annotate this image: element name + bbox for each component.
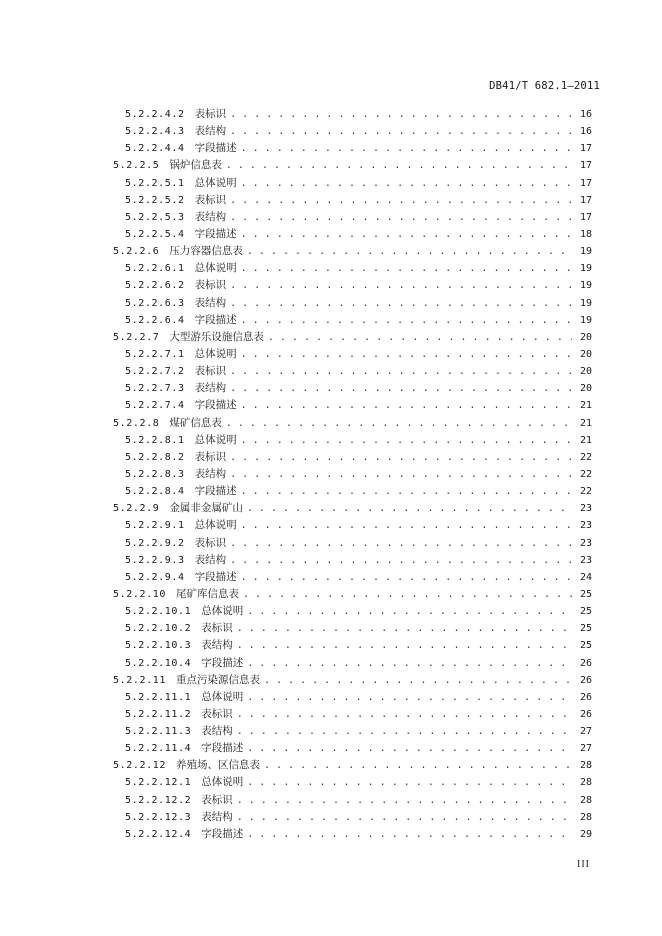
- toc-entry-page: 20: [579, 348, 592, 360]
- toc-entry-title: 字段描述: [194, 570, 237, 583]
- toc-entry-title: 总体说明: [194, 519, 237, 532]
- dot-leader: [237, 706, 572, 723]
- toc-entry[interactable]: [0, 380, 662, 397]
- toc-entry[interactable]: [0, 123, 662, 140]
- toc-entry[interactable]: [0, 415, 662, 432]
- toc-entry-page: 28: [579, 760, 592, 772]
- toc-entry-number: 5.2.2.4.3: [125, 126, 185, 138]
- toc-entry-title: 表标识: [201, 622, 233, 635]
- table-of-contents: [0, 106, 662, 843]
- toc-entry-title: 表结构: [201, 725, 233, 738]
- toc-entry[interactable]: [0, 809, 662, 826]
- dot-leader: [230, 449, 572, 466]
- dot-leader: [230, 535, 572, 552]
- toc-entry-number: 5.2.2.10.4: [125, 657, 192, 669]
- toc-entry-title: 重点污染源信息表: [175, 673, 260, 686]
- dot-leader: [241, 517, 572, 534]
- toc-entry-page: 26: [579, 657, 592, 669]
- toc-entry-page: 25: [579, 606, 592, 618]
- toc-entry-number: 5.2.2.4.2: [125, 109, 185, 120]
- toc-entry-page: 22: [579, 468, 592, 480]
- toc-entry-page: 16: [579, 109, 592, 120]
- toc-entry[interactable]: [0, 312, 662, 329]
- toc-entry[interactable]: [0, 157, 662, 174]
- toc-entry-page: 21: [579, 417, 592, 429]
- dot-leader: [226, 415, 572, 432]
- toc-entry-title: 表标识: [194, 279, 227, 292]
- dot-leader: [237, 723, 572, 740]
- toc-entry-title: 字段描述: [194, 227, 237, 240]
- dot-leader: [230, 380, 572, 397]
- toc-entry-number: 5.2.2.12.2: [125, 794, 192, 806]
- toc-entry-number: 5.2.2.11.1: [125, 691, 192, 703]
- dot-leader: [241, 140, 572, 157]
- toc-entry[interactable]: [0, 637, 662, 654]
- document-code: DB41/T 682.1—2011: [489, 80, 600, 92]
- dot-leader: [247, 740, 572, 757]
- toc-entry-number: 5.2.2.6.1: [125, 263, 185, 275]
- toc-entry-number: 5.2.2.5.2: [125, 194, 185, 206]
- toc-entry[interactable]: [0, 346, 662, 363]
- dot-leader: [226, 157, 572, 174]
- toc-entry-title: 字段描述: [194, 142, 237, 155]
- toc-entry[interactable]: [0, 655, 662, 672]
- dot-leader: [237, 792, 572, 809]
- toc-entry-page: 17: [579, 143, 592, 155]
- toc-entry-number: 5.2.2.8.1: [125, 434, 185, 446]
- dot-leader: [230, 363, 572, 380]
- toc-entry-title: 字段描述: [194, 485, 237, 498]
- toc-entry-number: 5.2.2.7: [113, 331, 160, 343]
- toc-entry-title: 锅炉信息表: [169, 159, 222, 172]
- dot-leader: [230, 106, 572, 123]
- toc-entry-title: 金属非金属矿山: [169, 502, 243, 515]
- toc-entry-page: 20: [579, 331, 592, 343]
- toc-entry-number: 5.2.2.11.3: [125, 726, 192, 738]
- toc-entry-number: 5.2.2.6.4: [125, 314, 185, 326]
- toc-entry-title: 表标识: [194, 108, 227, 120]
- toc-entry-page: 27: [579, 726, 592, 738]
- dot-leader: [241, 175, 572, 192]
- toc-entry-page: 19: [579, 263, 592, 275]
- toc-entry[interactable]: [0, 517, 662, 534]
- dot-leader: [247, 603, 572, 620]
- dot-leader: [230, 123, 572, 140]
- toc-entry-page: 29: [579, 828, 592, 840]
- dot-leader: [247, 774, 572, 791]
- toc-entry-number: 5.2.2.10.2: [125, 623, 192, 635]
- toc-entry-page: 28: [579, 777, 592, 789]
- toc-entry-number: 5.2.2.12.4: [125, 828, 192, 840]
- toc-entry-page: 26: [579, 674, 592, 686]
- toc-entry-number: 5.2.2.5.3: [125, 211, 185, 223]
- toc-entry-page: 28: [579, 811, 592, 823]
- toc-entry[interactable]: [0, 209, 662, 226]
- toc-entry[interactable]: [0, 243, 662, 260]
- toc-entry-page: 21: [579, 400, 592, 412]
- dot-leader: [241, 260, 572, 277]
- toc-entry-page: 20: [579, 366, 592, 378]
- toc-entry-title: 表结构: [201, 810, 233, 823]
- toc-entry-number: 5.2.2.5.1: [125, 177, 185, 189]
- toc-entry-page: 19: [579, 297, 592, 309]
- dot-leader: [247, 500, 572, 517]
- toc-entry-page: 17: [579, 160, 592, 172]
- toc-entry[interactable]: [0, 603, 662, 620]
- toc-entry-title: 表标识: [194, 450, 227, 463]
- toc-entry[interactable]: [0, 586, 662, 603]
- toc-entry-number: 5.2.2.6.3: [125, 297, 185, 309]
- toc-entry-title: 总体说明: [194, 433, 237, 446]
- toc-entry-page: 22: [579, 451, 592, 463]
- toc-entry-number: 5.2.2.7.3: [125, 383, 185, 395]
- toc-entry-title: 字段描述: [194, 313, 237, 326]
- toc-entry-title: 表标识: [194, 536, 227, 549]
- toc-entry-number: 5.2.2.6: [113, 246, 160, 258]
- toc-entry-number: 5.2.2.10.1: [125, 606, 192, 618]
- toc-entry-title: 表结构: [194, 382, 227, 395]
- toc-entry[interactable]: [0, 466, 662, 483]
- toc-entry-title: 总体说明: [194, 347, 237, 360]
- toc-entry[interactable]: [0, 500, 662, 517]
- toc-entry-title: 尾矿库信息表: [175, 587, 239, 600]
- dot-leader: [247, 826, 572, 843]
- toc-entry-page: 27: [579, 743, 592, 755]
- toc-entry[interactable]: [0, 432, 662, 449]
- toc-entry-page: 25: [579, 588, 592, 600]
- dot-leader: [241, 569, 572, 586]
- dot-leader: [241, 483, 572, 500]
- toc-entry[interactable]: [0, 552, 662, 569]
- toc-entry[interactable]: [0, 672, 662, 689]
- dot-leader: [241, 432, 572, 449]
- toc-entry-title: 表结构: [194, 125, 227, 138]
- toc-entry-page: 25: [579, 623, 592, 635]
- toc-entry-number: 5.2.2.9: [113, 503, 160, 515]
- toc-entry-title: 表标识: [194, 193, 227, 206]
- toc-entry-page: 19: [579, 314, 592, 326]
- toc-entry-title: 字段描述: [194, 399, 237, 412]
- toc-entry-page: 21: [579, 434, 592, 446]
- dot-leader: [241, 397, 572, 414]
- toc-entry-page: 24: [579, 571, 592, 583]
- toc-entry-title: 表结构: [201, 639, 233, 652]
- toc-entry[interactable]: [0, 483, 662, 500]
- dot-leader: [230, 209, 572, 226]
- dot-leader: [230, 552, 572, 569]
- toc-entry-page: 18: [579, 228, 592, 240]
- dot-leader: [237, 620, 572, 637]
- toc-entry[interactable]: [0, 792, 662, 809]
- toc-entry-page: 25: [579, 640, 592, 652]
- dot-leader: [247, 689, 572, 706]
- dot-leader: [264, 757, 572, 774]
- toc-entry-page: 23: [579, 537, 592, 549]
- toc-entry-title: 表标识: [194, 365, 227, 378]
- toc-entry-title: 大型游乐设施信息表: [169, 330, 264, 343]
- toc-entry-page: 22: [579, 486, 592, 498]
- toc-entry[interactable]: [0, 569, 662, 586]
- toc-entry-page: 19: [579, 246, 592, 258]
- toc-entry[interactable]: [0, 535, 662, 552]
- toc-entry-title: 总体说明: [201, 776, 244, 789]
- dot-leader: [247, 243, 572, 260]
- toc-entry[interactable]: [0, 192, 662, 209]
- dot-leader: [247, 655, 572, 672]
- toc-entry-title: 字段描述: [201, 656, 244, 669]
- toc-entry-title: 煤矿信息表: [169, 416, 222, 429]
- toc-entry-number: 5.2.2.6.2: [125, 280, 185, 292]
- toc-entry[interactable]: [0, 826, 662, 843]
- toc-entry-number: 5.2.2.9.2: [125, 537, 185, 549]
- toc-entry-number: 5.2.2.9.3: [125, 554, 185, 566]
- toc-entry-number: 5.2.2.11: [113, 674, 166, 686]
- toc-entry-number: 5.2.2.7.4: [125, 400, 185, 412]
- toc-entry[interactable]: [0, 740, 662, 757]
- toc-entry-number: 5.2.2.12.3: [125, 811, 192, 823]
- toc-entry-page: 23: [579, 554, 592, 566]
- toc-entry-page: 17: [579, 194, 592, 206]
- toc-entry-page: 28: [579, 794, 592, 806]
- toc-entry-page: 26: [579, 691, 592, 703]
- toc-entry-number: 5.2.2.4.4: [125, 143, 185, 155]
- toc-entry-number: 5.2.2.7.2: [125, 366, 185, 378]
- toc-entry-page: 16: [579, 126, 592, 138]
- toc-entry-number: 5.2.2.5.4: [125, 228, 185, 240]
- dot-leader: [237, 809, 572, 826]
- toc-entry[interactable]: [0, 260, 662, 277]
- toc-entry-title: 表标识: [201, 707, 233, 720]
- toc-entry[interactable]: [0, 175, 662, 192]
- toc-entry[interactable]: [0, 706, 662, 723]
- toc-entry-page: 20: [579, 383, 592, 395]
- dot-leader: [264, 672, 572, 689]
- dot-leader: [237, 637, 572, 654]
- toc-entry-page: 19: [579, 280, 592, 292]
- toc-entry-title: 表结构: [194, 296, 227, 309]
- toc-entry-title: 表结构: [194, 210, 227, 223]
- toc-entry[interactable]: [0, 329, 662, 346]
- toc-entry-title: 总体说明: [201, 690, 244, 703]
- toc-entry[interactable]: [0, 723, 662, 740]
- toc-entry[interactable]: [0, 295, 662, 312]
- toc-entry-number: 5.2.2.12: [113, 760, 166, 772]
- toc-entry-title: 总体说明: [194, 262, 237, 275]
- toc-entry-number: 5.2.2.11.4: [125, 743, 192, 755]
- toc-entry[interactable]: [0, 774, 662, 791]
- dot-leader: [230, 192, 572, 209]
- dot-leader: [230, 277, 572, 294]
- toc-entry-number: 5.2.2.5: [113, 160, 160, 172]
- toc-entry-title: 字段描述: [201, 827, 244, 840]
- toc-entry[interactable]: [0, 226, 662, 243]
- toc-entry-number: 5.2.2.11.2: [125, 708, 192, 720]
- toc-entry[interactable]: [0, 397, 662, 414]
- toc-entry-title: 总体说明: [194, 176, 237, 189]
- toc-entry-title: 表标识: [201, 793, 233, 806]
- toc-entry-page: 26: [579, 708, 592, 720]
- dot-leader: [243, 586, 572, 603]
- toc-entry[interactable]: [0, 106, 662, 123]
- toc-entry-number: 5.2.2.9.1: [125, 520, 185, 532]
- toc-entry[interactable]: [0, 620, 662, 637]
- toc-entry-page: 17: [579, 177, 592, 189]
- dot-leader: [230, 466, 572, 483]
- toc-entry-number: 5.2.2.8.2: [125, 451, 185, 463]
- dot-leader: [241, 346, 572, 363]
- toc-entry-number: 5.2.2.7.1: [125, 348, 185, 360]
- toc-entry-number: 5.2.2.8: [113, 417, 160, 429]
- toc-entry-title: 表结构: [194, 553, 227, 566]
- toc-entry[interactable]: [0, 277, 662, 294]
- dot-leader: [268, 329, 572, 346]
- dot-leader: [230, 295, 572, 312]
- toc-entry-number: 5.2.2.10.3: [125, 640, 192, 652]
- toc-entry-number: 5.2.2.9.4: [125, 571, 185, 583]
- page-number: III: [577, 859, 590, 870]
- toc-entry-title: 字段描述: [201, 742, 244, 755]
- toc-entry[interactable]: [0, 140, 662, 157]
- toc-entry-title: 养殖场、区信息表: [175, 759, 260, 772]
- toc-entry-number: 5.2.2.10: [113, 588, 166, 600]
- toc-entry-number: 5.2.2.8.4: [125, 486, 185, 498]
- toc-entry[interactable]: [0, 757, 662, 774]
- toc-entry-title: 表结构: [194, 467, 227, 480]
- dot-leader: [241, 312, 572, 329]
- toc-entry-title: 总体说明: [201, 605, 244, 618]
- toc-entry-page: 17: [579, 211, 592, 223]
- toc-entry[interactable]: [0, 363, 662, 380]
- toc-entry-page: 23: [579, 503, 592, 515]
- toc-entry[interactable]: [0, 449, 662, 466]
- toc-entry-number: 5.2.2.8.3: [125, 468, 185, 480]
- dot-leader: [241, 226, 572, 243]
- toc-entry[interactable]: [0, 689, 662, 706]
- toc-entry-title: 压力容器信息表: [169, 245, 243, 258]
- toc-entry-number: 5.2.2.12.1: [125, 777, 192, 789]
- toc-entry-page: 23: [579, 520, 592, 532]
